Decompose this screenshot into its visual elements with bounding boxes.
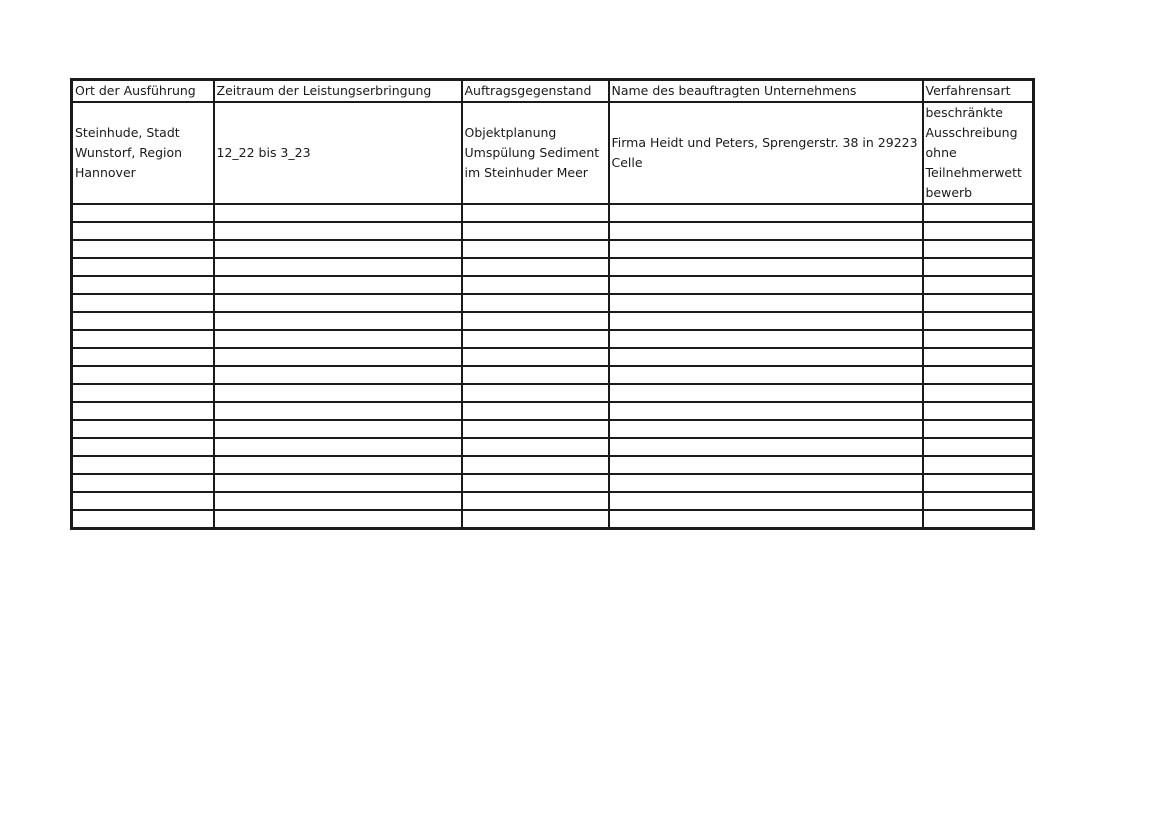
empty-cell (214, 258, 462, 276)
empty-cell (609, 438, 923, 456)
empty-cell (462, 312, 609, 330)
empty-cell (609, 240, 923, 258)
cell-location: Steinhude, Stadt Wunstorf, Region Hannover (72, 102, 214, 204)
empty-cell (462, 240, 609, 258)
cell-company: Firma Heidt und Peters, Sprengerstr. 38 in 29223 Celle (609, 102, 923, 204)
empty-table-row (72, 222, 1034, 240)
empty-cell (214, 294, 462, 312)
empty-cell (462, 438, 609, 456)
empty-cell (72, 366, 214, 384)
empty-cell (609, 276, 923, 294)
table-row (72, 102, 1034, 204)
empty-cell (609, 204, 923, 222)
empty-cell (214, 312, 462, 330)
empty-cell (72, 474, 214, 492)
empty-table-row (72, 474, 1034, 492)
empty-cell (609, 402, 923, 420)
empty-cell (923, 348, 1034, 366)
empty-table-row (72, 294, 1034, 312)
empty-cell (462, 366, 609, 384)
empty-cell (462, 204, 609, 222)
empty-table-row (72, 420, 1034, 438)
empty-cell (923, 366, 1034, 384)
empty-cell (609, 258, 923, 276)
header-company: Name des beauftragten Unternehmens (609, 80, 923, 103)
empty-cell (214, 384, 462, 402)
empty-cell (923, 222, 1034, 240)
empty-cell (923, 204, 1034, 222)
empty-cell (923, 474, 1034, 492)
empty-cell (214, 510, 462, 529)
empty-cell (923, 276, 1034, 294)
empty-table-row (72, 204, 1034, 222)
empty-cell (923, 402, 1034, 420)
empty-cell (72, 456, 214, 474)
empty-cell (609, 366, 923, 384)
empty-cell (72, 348, 214, 366)
empty-cell (462, 384, 609, 402)
header-subject: Auftragsgegenstand (462, 80, 609, 103)
empty-cell (609, 294, 923, 312)
empty-cell (462, 474, 609, 492)
empty-table-row (72, 240, 1034, 258)
empty-table-row (72, 348, 1034, 366)
empty-cell (609, 330, 923, 348)
empty-cell (462, 348, 609, 366)
empty-cell (462, 276, 609, 294)
empty-cell (462, 420, 609, 438)
empty-cell (72, 420, 214, 438)
empty-cell (462, 294, 609, 312)
empty-cell (214, 276, 462, 294)
empty-cell (214, 222, 462, 240)
empty-cell (214, 330, 462, 348)
empty-cell (462, 330, 609, 348)
cell-subject: Objektplanung Umspülung Sediment im Steinhuder Meer (462, 102, 609, 204)
cell-procedure: beschränkte Ausschreibung ohne Teilnehmerwett bewerb (923, 102, 1034, 204)
empty-cell (923, 312, 1034, 330)
empty-table-row (72, 438, 1034, 456)
header-row (72, 80, 1034, 103)
empty-cell (72, 258, 214, 276)
empty-table-row (72, 402, 1034, 420)
empty-cell (214, 438, 462, 456)
empty-cell (923, 510, 1034, 529)
empty-cell (72, 438, 214, 456)
empty-cell (72, 276, 214, 294)
empty-table-row (72, 330, 1034, 348)
empty-cell (462, 258, 609, 276)
empty-table-row (72, 456, 1034, 474)
empty-cell (609, 456, 923, 474)
empty-cell (72, 312, 214, 330)
empty-cell (214, 204, 462, 222)
empty-cell (923, 294, 1034, 312)
empty-cell (923, 330, 1034, 348)
empty-table-row (72, 510, 1034, 529)
empty-cell (609, 492, 923, 510)
empty-cell (72, 204, 214, 222)
empty-cell (72, 510, 214, 529)
empty-cell (72, 402, 214, 420)
empty-cell (214, 456, 462, 474)
empty-cell (72, 222, 214, 240)
empty-cell (214, 240, 462, 258)
empty-cell (609, 348, 923, 366)
empty-cell (923, 438, 1034, 456)
empty-table-row (72, 276, 1034, 294)
empty-cell (609, 222, 923, 240)
empty-cell (923, 384, 1034, 402)
empty-cell (923, 420, 1034, 438)
empty-cell (72, 384, 214, 402)
empty-cell (214, 474, 462, 492)
empty-cell (72, 240, 214, 258)
empty-cell (214, 420, 462, 438)
empty-cell (462, 492, 609, 510)
header-procedure: Verfahrensart (923, 80, 1034, 103)
empty-cell (462, 456, 609, 474)
header-period: Zeitraum der Leistungserbringung (214, 80, 462, 103)
empty-table-row (72, 384, 1034, 402)
empty-cell (72, 294, 214, 312)
empty-cell (214, 348, 462, 366)
empty-cell (923, 492, 1034, 510)
empty-cell (609, 420, 923, 438)
contract-table (70, 78, 1035, 530)
empty-cell (609, 510, 923, 529)
empty-cell (462, 510, 609, 529)
empty-table-row (72, 258, 1034, 276)
empty-cell (462, 402, 609, 420)
empty-table-row (72, 492, 1034, 510)
header-location: Ort der Ausführung (72, 80, 214, 103)
empty-cell (923, 240, 1034, 258)
empty-cell (214, 492, 462, 510)
empty-cell (462, 222, 609, 240)
empty-cell (923, 258, 1034, 276)
empty-cell (923, 456, 1034, 474)
empty-cell (72, 492, 214, 510)
empty-cell (609, 312, 923, 330)
empty-cell (609, 474, 923, 492)
empty-cell (72, 330, 214, 348)
empty-table-row (72, 312, 1034, 330)
empty-cell (214, 402, 462, 420)
cell-period: 12_22 bis 3_23 (214, 102, 462, 204)
empty-table-row (72, 366, 1034, 384)
empty-cell (214, 366, 462, 384)
empty-cell (609, 384, 923, 402)
